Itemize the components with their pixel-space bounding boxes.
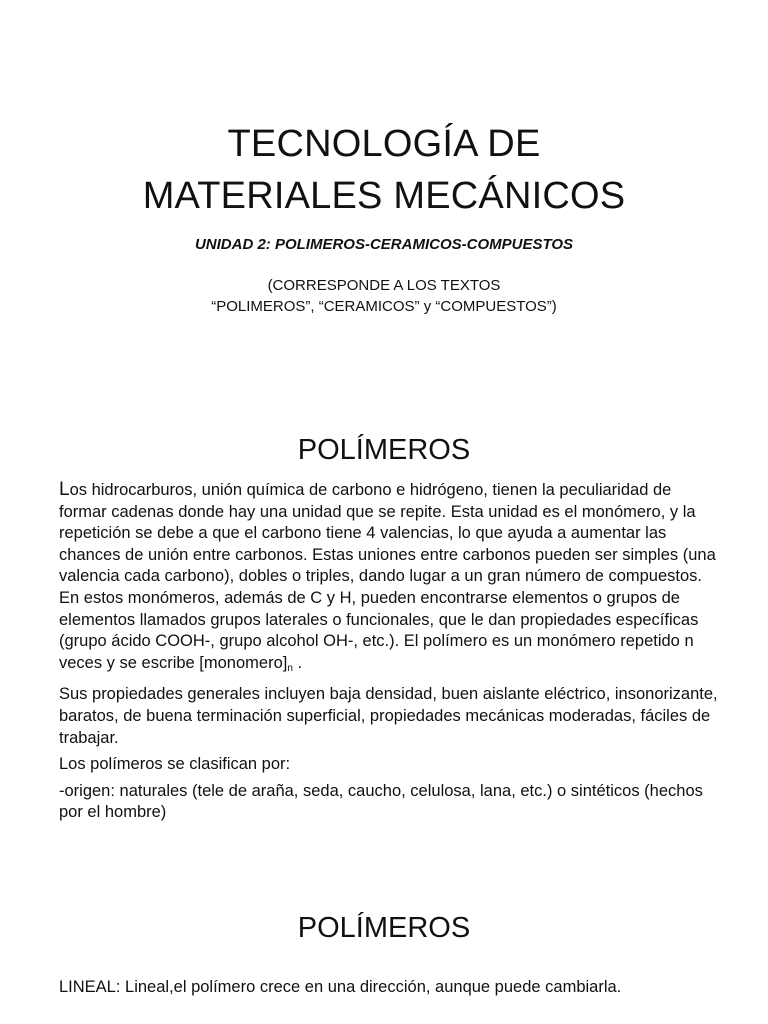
title-slide	[0, 118, 768, 317]
note-line-1: (CORRESPONDE A LOS TEXTOS	[267, 277, 501, 294]
paragraph-clasificacion: Los polímeros se clasifican por:	[59, 755, 291, 774]
section-heading-polimeros-2: POLÍMEROS	[297, 912, 471, 944]
unit-subtitle: UNIDAD 2: POLIMEROS-CERAMICOS-COMPUESTOS	[194, 236, 574, 253]
title-line-1: TECNOLOGÍA DE	[227, 123, 541, 165]
paragraph-lineal: LINEAL: Lineal,el polímero crece en una dirección, aunque puede cambiarla.	[59, 978, 622, 996]
paragraph-hidrocarburos	[59, 479, 719, 679]
section-body-polimeros	[59, 479, 719, 829]
title-line-2: MATERIALES MECÁNICOS	[142, 175, 626, 217]
subscript-n: n	[287, 662, 293, 674]
paragraph-origen: -origen: naturales (tele de araña, seda, caucho, celulosa, lana, etc.) o sintéticos (hechos por el hombre)	[59, 781, 703, 822]
section-body-polimeros-2	[59, 977, 719, 1004]
correspondence-note	[0, 275, 768, 317]
paragraph-end: .	[292, 653, 303, 672]
paragraph-text: os hidrocarburos, unión química de carbono e hidrógeno, tienen la peculiaridad de formar cadenas donde hay una unidad que se repite. Esta unidad es el monómero, y la repetición se debe a que el carbono tiene 4 valencias, lo que ayuda a aumentar las chances de unión entre carbonos. Estas uniones entre carbonos pueden ser simples (una valencia cada carbono), dobles o triples, dando lugar a un gran número de compuestos. En estos monómeros, además de C y H, pueden encontrarse elementos o grupos de elementos llamados grupos laterales o funcionales, que le dan propiedades específicas (grupo ácido COOH-, grupo alcohol OH-, etc.). El polímero es un monómero repetido n veces y se escribe [monomero]	[59, 481, 716, 672]
note-line-2: “POLIMEROS”, “CERAMICOS” y “COMPUESTOS”)	[211, 298, 557, 315]
first-letter: L	[59, 479, 70, 500]
section-heading-polimeros: POLÍMEROS	[297, 434, 471, 466]
document-title	[0, 118, 768, 222]
paragraph-propiedades: Sus propiedades generales incluyen baja densidad, buen aislante eléctrico, insonorizante, baratos, de buena terminación superficial, propiedades mecánicas moderadas, fáciles de trabajar.	[59, 685, 718, 747]
